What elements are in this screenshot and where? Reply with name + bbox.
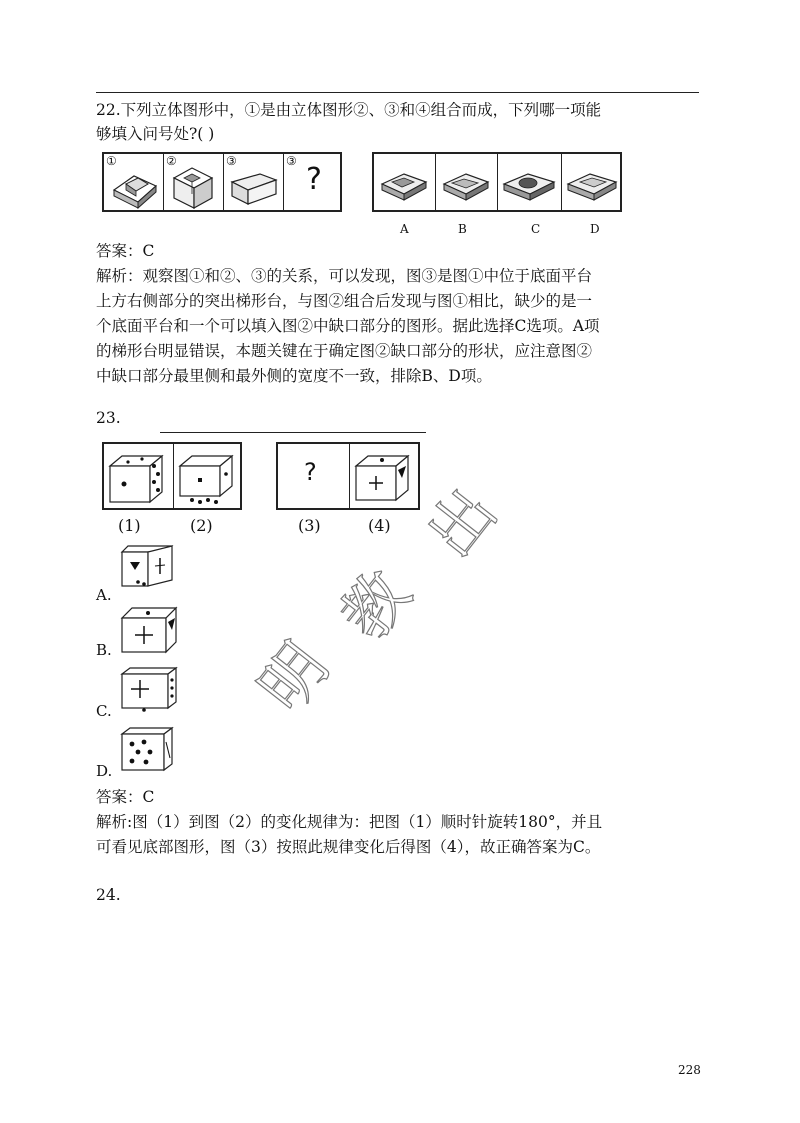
- dice-cube-icon: [174, 444, 242, 508]
- q23-answer: 答案：C: [96, 788, 155, 806]
- q22-line1: 22.下列立体图形中，①是由立体图形②、③和④组合而成，下列哪一项能: [96, 101, 602, 119]
- q23-option-label-d: D.: [96, 762, 113, 780]
- q22-question-mark: ?: [306, 162, 322, 197]
- q22-option-b-figure: [436, 154, 498, 210]
- q22-option-label-d: D: [590, 222, 600, 236]
- dice-cube-icon: [350, 444, 420, 508]
- q23-option-b-cube: [118, 604, 184, 658]
- q22-analysis-line-5: 中缺口部分最里侧和最外侧的宽度不一致，排除B、D项。: [96, 367, 492, 385]
- option-a-slab-icon: [374, 154, 434, 210]
- watermark-char-3: 出: [413, 475, 512, 572]
- q23-cube-2: [174, 444, 244, 508]
- q22-fig-label-1: ①: [106, 154, 117, 168]
- q23-caption-4: (4): [368, 516, 391, 535]
- q23-header-rule: [160, 432, 426, 433]
- q22-option-label-b: B: [458, 222, 467, 236]
- q22-fig-label-4: ③: [286, 154, 297, 168]
- q22-analysis-line-4: 的梯形台明显错误，本题关键在于确定图②缺口部分的形状，应注意图②: [96, 342, 593, 360]
- q22-left-figure-strip: [102, 152, 342, 212]
- q23-right-cube-strip: [276, 442, 420, 510]
- q22-fig-3: [224, 154, 284, 210]
- q22-answer: 答案：C: [96, 242, 155, 260]
- q22-option-label-a: A: [400, 222, 409, 236]
- q23-option-label-b: B.: [96, 641, 112, 659]
- q22-analysis-line-2: 上方右侧部分的突出梯形台，与图②组合后发现与图①相比，缺少的是一: [96, 292, 593, 310]
- option-c-slab-icon: [498, 154, 560, 210]
- q23-cube-4: [350, 444, 422, 508]
- watermark-char-1: 明: [245, 629, 344, 726]
- q23-caption-1: (1): [118, 516, 141, 535]
- q22-option-a-figure: [374, 154, 436, 210]
- q23-number: 23.: [96, 409, 121, 427]
- q22-analysis-line-3: 个底面平台和一个可以填入图②中缺口部分的图形。据此选择C选项。A项: [96, 317, 600, 335]
- q23-option-label-c: C.: [96, 702, 112, 720]
- q23-option-label-a: A.: [96, 586, 112, 604]
- dice-cube-icon: [104, 444, 172, 508]
- q22-option-c-figure: [498, 154, 562, 210]
- q22-fig-label-2: ②: [166, 154, 177, 168]
- q22-option-d-figure: [562, 154, 624, 210]
- watermark-char-2: 教: [327, 557, 426, 654]
- q22-option-label-c: C: [531, 222, 541, 236]
- q22-fig-2: [164, 154, 224, 210]
- q22-fig-4: [284, 154, 344, 210]
- q23-cube-3: [278, 444, 350, 508]
- q23-option-d-cube: [118, 724, 178, 776]
- top-rule: [96, 92, 699, 93]
- q23-analysis-line-1: 解析:图（1）到图（2）的变化规律为：把图（1）顺时针旋转180°，并且: [96, 813, 603, 831]
- q23-question-mark: ?: [304, 458, 317, 486]
- page-number: 228: [678, 1063, 701, 1077]
- q22-analysis-line-1: 解析：观察图①和②、③的关系，可以发现，图③是图①中位于底面平台: [96, 267, 593, 285]
- option-b-slab-icon: [436, 154, 496, 210]
- q23-left-cube-strip: [102, 442, 242, 510]
- q23-analysis-line-2: 可看见底部图形，图（3）按照此规律变化后得图（4），故正确答案为C。: [96, 838, 601, 856]
- q23-caption-2: (2): [190, 516, 213, 535]
- q23-cube-1: [104, 444, 174, 508]
- q23-caption-3: (3): [298, 516, 321, 535]
- q24-number: 24.: [96, 886, 121, 904]
- q22-fig-label-3: ③: [226, 154, 237, 168]
- q23-option-c-cube: [118, 666, 180, 716]
- q22-line2: 够填入问号处?( ): [96, 125, 215, 143]
- q23-option-a-cube: [118, 544, 178, 594]
- q22-fig-1: [104, 154, 164, 210]
- q22-options-strip: [372, 152, 622, 212]
- option-d-slab-icon: [562, 154, 622, 210]
